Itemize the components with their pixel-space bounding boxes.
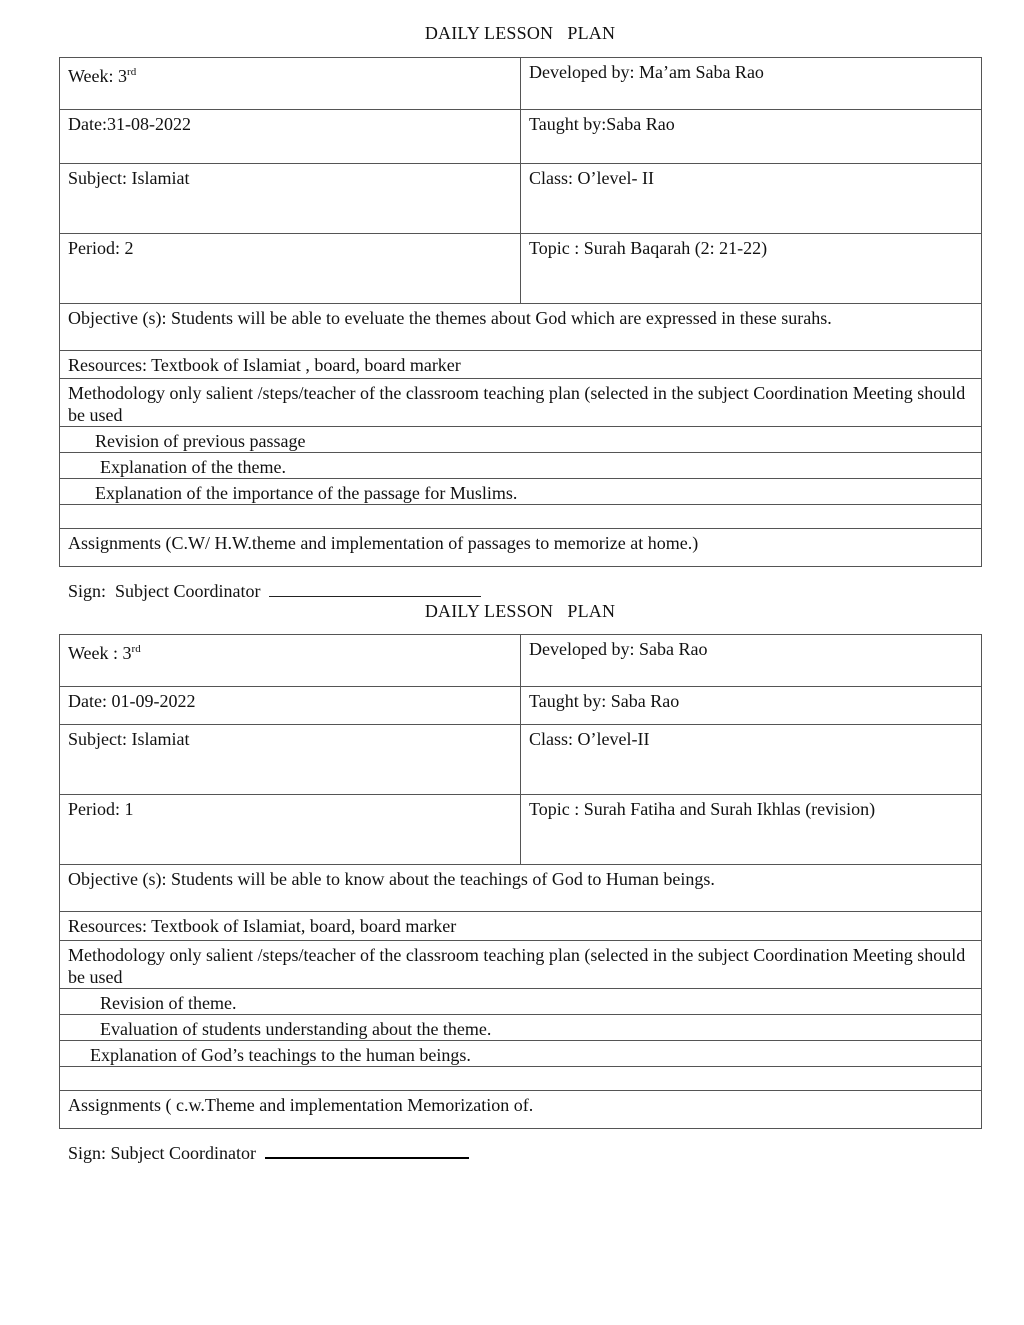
signature-line (265, 1141, 469, 1159)
step-3-cell: Explanation of the importance of the passage for Muslims. (60, 479, 982, 505)
topic-cell: Topic : Surah Fatiha and Surah Ikhlas (revision) (521, 795, 982, 865)
taught-by-cell: Taught by: Saba Rao (521, 687, 982, 725)
week-cell: Week : 3rd (60, 635, 521, 687)
subject-cell: Subject: Islamiat (60, 725, 521, 795)
class-cell: Class: O’level- II (521, 164, 982, 234)
developed-by-cell: Developed by: Ma’am Saba Rao (521, 58, 982, 110)
signature-line (269, 580, 481, 597)
resources-cell: Resources: Textbook of Islamiat , board, board marker (60, 351, 982, 379)
topic-cell: Topic : Surah Baqarah (2: 21-22) (521, 234, 982, 304)
plan-2-sign: Sign: Subject Coordinator (68, 1141, 469, 1164)
period-cell: Period: 1 (60, 795, 521, 865)
assignments-cell: Assignments ( c.w.Theme and implementation Memorization of. (60, 1091, 982, 1129)
plan-2-table (59, 634, 982, 1129)
step-2-cell: Evaluation of students understanding about the theme. (60, 1015, 982, 1041)
objective-cell: Objective (s): Students will be able to eveluate the themes about God which are expressed in these surahs. (60, 304, 982, 351)
developed-by-cell: Developed by: Saba Rao (521, 635, 982, 687)
objective-cell: Objective (s): Students will be able to know about the teachings of God to Human beings. (60, 865, 982, 912)
period-cell: Period: 2 (60, 234, 521, 304)
subject-cell: Subject: Islamiat (60, 164, 521, 234)
class-cell: Class: O’level-II (521, 725, 982, 795)
empty-row-cell (60, 505, 982, 529)
plan-1-table (59, 57, 982, 567)
plan-2-title: DAILY LESSON PLAN (424, 601, 616, 621)
step-1-cell: Revision of theme. (60, 989, 982, 1015)
step-1-cell: Revision of previous passage (60, 427, 982, 453)
date-cell: Date: 01-09-2022 (60, 687, 521, 725)
week-cell: Week: 3rd (60, 58, 521, 110)
empty-row-cell (60, 1067, 982, 1091)
assignments-cell: Assignments (C.W/ H.W.theme and implementation of passages to memorize at home.) (60, 529, 982, 567)
plan-1-title: DAILY LESSON PLAN (424, 23, 616, 43)
step-3-cell: Explanation of God’s teachings to the human beings. (60, 1041, 982, 1067)
methodology-cell: Methodology only salient /steps/teacher of the classroom teaching plan (selected in the subject Coordination Meeting should be used (60, 941, 982, 989)
date-cell: Date:31-08-2022 (60, 110, 521, 164)
step-2-cell: Explanation of the theme. (60, 453, 982, 479)
methodology-cell: Methodology only salient /steps/teacher of the classroom teaching plan (selected in the subject Coordination Meeting should be used (60, 379, 982, 427)
plan-1-sign: Sign: Subject Coordinator (68, 580, 481, 602)
taught-by-cell: Taught by:Saba Rao (521, 110, 982, 164)
resources-cell: Resources: Textbook of Islamiat, board, board marker (60, 912, 982, 941)
